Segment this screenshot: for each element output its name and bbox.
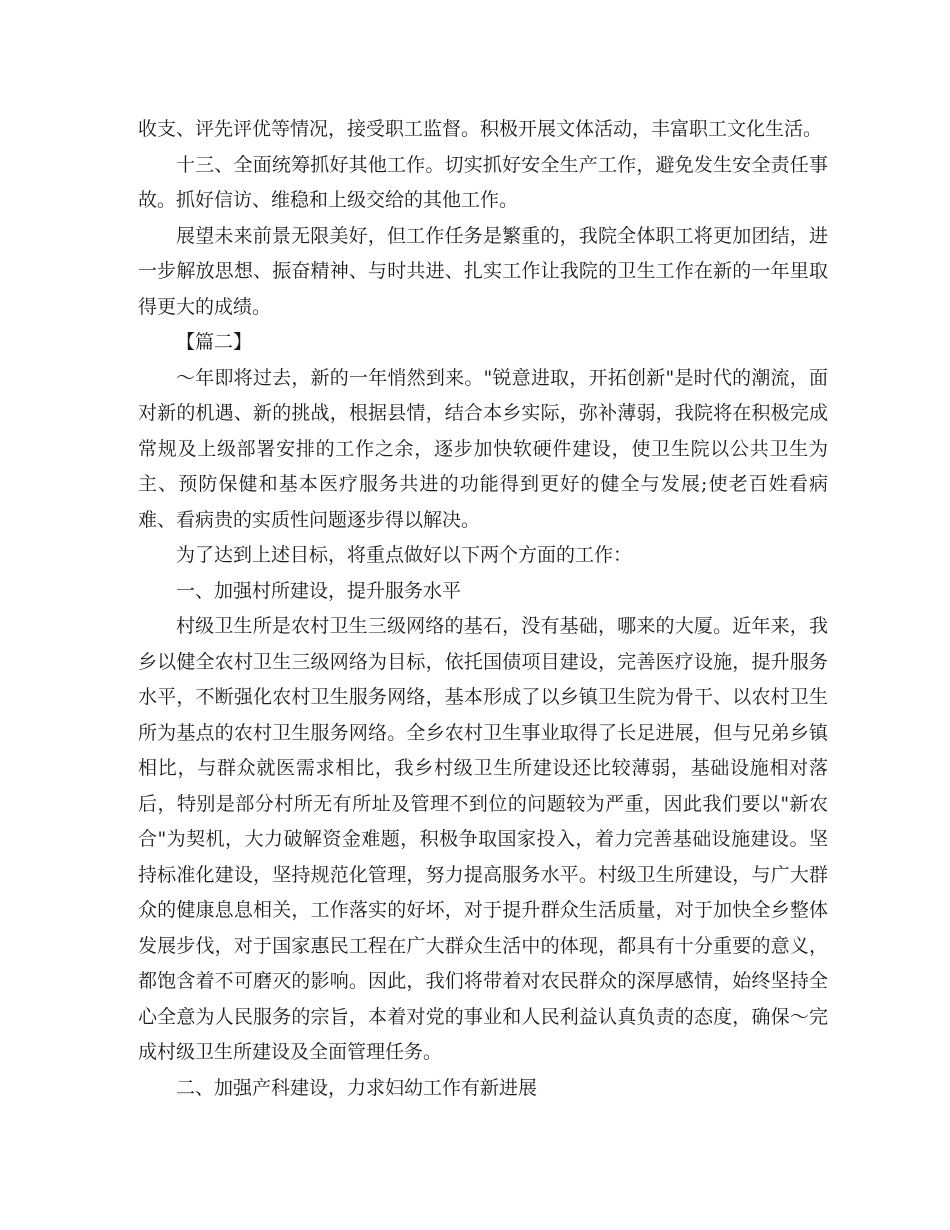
paragraph-intro: ～年即将过去，新的一年悄然到来。"锐意进取，开拓创新"是时代的潮流，面对新的机遇、新的挑战，根据县情，结合本乡实际，弥补薄弱，我院将在积极完成常规及上级部署安排的工作之余，逐步加快软硬件建设，使卫生院以公共卫生为主、预防保健和基本医疗服务共进的功能得到更好的健全与发展;使老百姓看病难、看病贵的实质性问题逐步得以解决。 [138,366,828,531]
paragraph-continuation: 收支、评先评优等情况，接受职工监督。积极开展文体活动，丰富职工文化生活。 [138,118,823,140]
paragraph-village-clinics: 村级卫生所是农村卫生三级网络的基石，没有基础，哪来的大厦。近年来，我乡以健全农村卫生三级网络为目标，依托国债项目建设，完善医疗设施，提升服务水平，不断强化农村卫生服务网络，基本形成了以乡镇卫生院为骨干、以农村卫生所为基点的农村卫生服务网络。全乡农村卫生事业取得了长足进展，但与兄弟乡镇相比，与群众就医需求相比，我乡村级卫生所建设还比较薄弱，基础设施相对落后，特别是部分村所无有所址及管理不到位的问题较为严重，因此我们要以"新农合"为契机，大力破解资金难题，积极争取国家投入，着力完善基础设施建设。坚持标准化建设，坚持规范化管理，努力提高服务水平。村级卫生所建设，与广大群众的健康息息相关，工作落实的好坏，对于提升群众生活质量，对于加快全乡整体发展步伐，对于国家惠民工程在广大群众生活中的体现，都具有十分重要的意义，都饱含着不可磨灭的影响。因此，我们将带着对农民群众的深厚感情，始终坚持全心全意为人民服务的宗旨，本着对党的事业和人民利益认真负责的态度，确保～完成村级卫生所建设及全面管理任务。 [138,615,828,1063]
section-heading-part-two: 【篇二】 [176,331,253,353]
subheading-two: 二、加强产科建设，力求妇幼工作有新进展 [176,1076,538,1099]
paragraph-goals: 为了达到上述目标，将重点做好以下两个方面的工作： [176,544,633,566]
paragraph-item-thirteen: 十三、全面统筹抓好其他工作。切实抓好安全生产工作，避免发生安全责任事故。抓好信访、维稳和上级交给的其他工作。 [138,153,828,211]
document-page [138,112,828,1106]
subheading-one: 一、加强村所建设，提升服务水平 [176,579,462,602]
paragraph-outlook: 展望未来前景无限美好，但工作任务是繁重的，我院全体职工将更加团结，进一步解放思想、振奋精神、与时共进、扎实工作让我院的卫生工作在新的一年里取得更大的成绩。 [138,224,828,318]
